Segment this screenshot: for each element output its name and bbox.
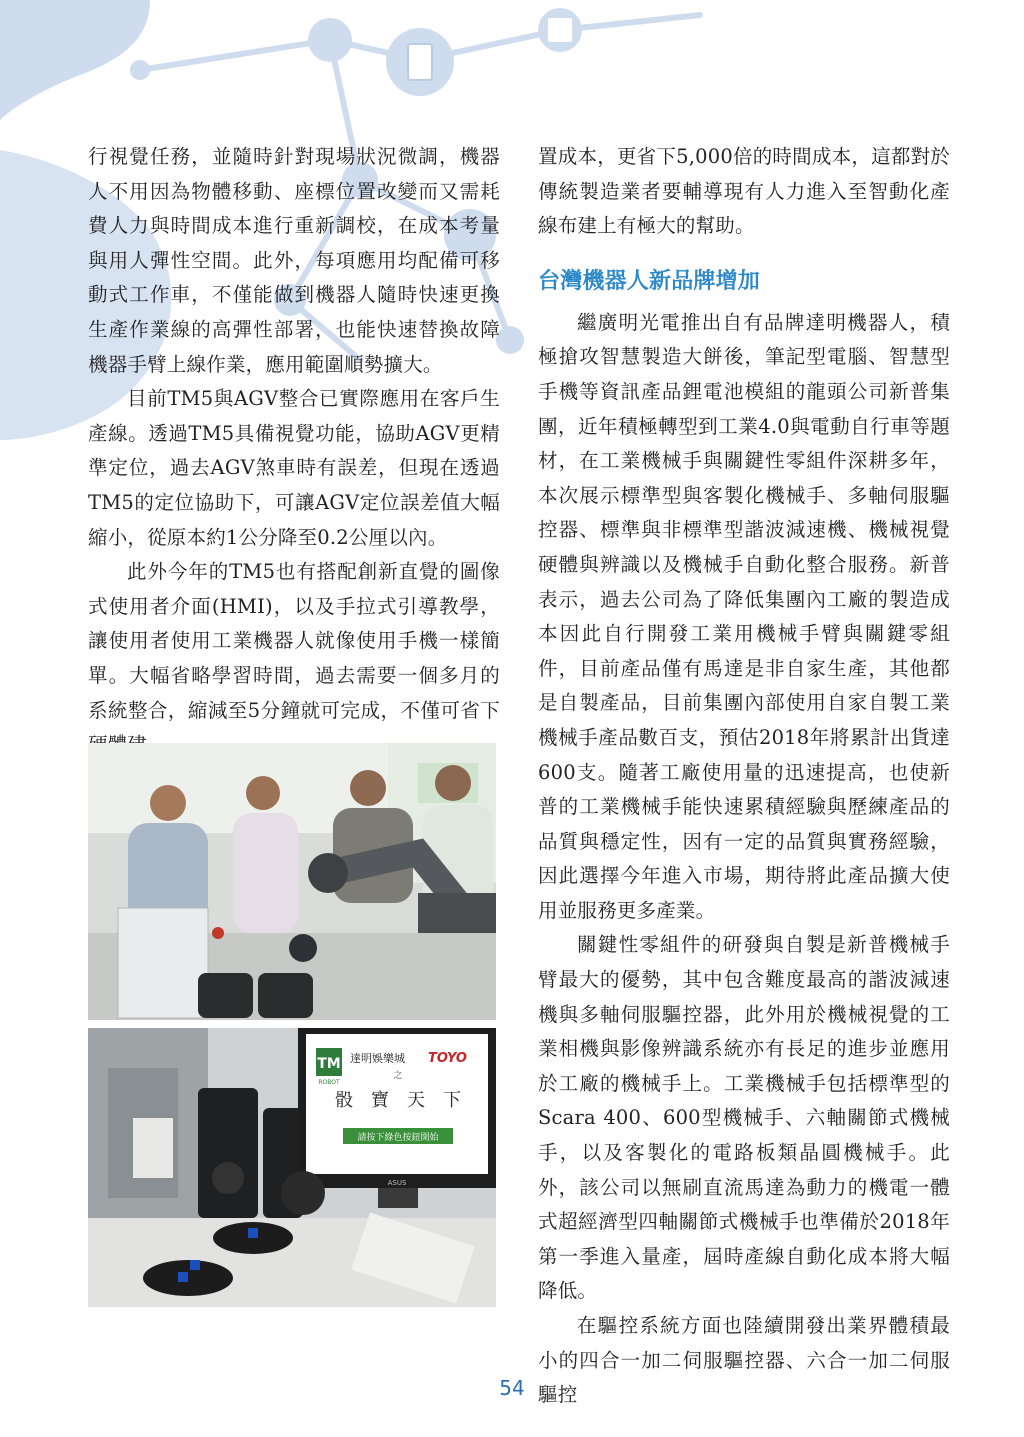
photo-dice-game-image bbox=[88, 1028, 496, 1307]
right-column bbox=[538, 140, 950, 1413]
screen-big-text: 骰 寶 天 下 bbox=[335, 1090, 461, 1111]
screen-zhi: 之 bbox=[393, 1071, 403, 1081]
photo-dice-game-demo bbox=[88, 1028, 496, 1307]
screen-brand-sub: ROBOT bbox=[318, 1079, 340, 1086]
photo-booth-visitors-image bbox=[88, 743, 496, 1020]
monitor-brand: ASUS bbox=[387, 1179, 407, 1187]
photo-booth-visitors bbox=[88, 743, 496, 1020]
left-paragraph-2: 目前TM5與AGV整合已實際應用在客戶生產線。透過TM5具備視覺功能，協助AGV更精準定位，過去AGV煞車時有誤差，但現在透過TM5的定位協助下，可讓AGV定位誤差值大幅縮小，從原本約1公分降至0.2公厘以內。 bbox=[88, 387, 500, 549]
left-column bbox=[88, 140, 500, 763]
right-paragraph-3: 在驅控系統方面也陸續開發出業界體積最小的四合一加二伺服驅控器、六合一加二伺服驅控 bbox=[538, 1314, 950, 1407]
screen-title-line: 達明娛樂城 bbox=[350, 1052, 405, 1065]
screen-button-text: 請按下綠色按鈕開始 bbox=[357, 1133, 439, 1143]
screen-toyo-logo: TOYO bbox=[428, 1051, 467, 1066]
left-paragraph-3: 此外今年的TM5也有搭配創新直覺的圖像式使用者介面(HMI)，以及手拉式引導教學，讓使用者使用工業機器人就像使用手機一樣簡單。大幅省略學習時間，過去需要一個多月的系統整合，縮減至5分鐘就可完成，不僅可省下 bbox=[88, 560, 500, 722]
right-intro-paragraph: 置成本，更省下5,000倍的時間成本，這都對於傳統製造業者要輔導現有人力進入至智動化產線布建上有極大的幫助。 bbox=[538, 145, 950, 238]
screen-brand: TM bbox=[317, 1056, 341, 1072]
left-paragraph-1: 行視覺任務，並隨時針對現場狀況微調，機器人不用因為物體移動、座標位置改變而又需耗費人力與時間成本進行重新調校，在成本考量與用人彈性空間。此外，每項應用均配備可移動式工作車，不僅能做到機器人隨時快速更換生產作業線的高彈性部署，也能快速替換故障機器手臂上線作業，應用範圍順勢擴大。 bbox=[88, 145, 500, 376]
section-heading: 台灣機器人新品牌增加 bbox=[538, 268, 761, 294]
right-paragraph-1: 繼廣明光電推出自有品牌達明機器人，積極搶攻智慧製造大餅後，筆記型電腦、智慧型手機等資訊產品鋰電池模組的龍頭公司新普集團，近年積極轉型到工業4.0與電動自行車等題材，在工業機械手與關鍵性零組件深耕多年，本次展示標準型與客製化機械手、多軸伺服驅控器、標準與非標準型諧波減速機、機械視覺硬體與辨識以及機械手自動化整合服務。新普表示，過去公司為了降低集團內工廠的製造成本因此自行開發工業用機械手臂與關鍵零組件，目前產品僅有馬達是非自家生產，其他都是自製產品，目前集團內部使用自家自製工業機械手產品數百支，預估2018年將累計出貨達600支。隨著工廠使用量的迅速提高，也使新普的工業機械手能快速累積經驗與歷練產品的品質與穩定性，因有一定的品質與實務經驗，因此選擇今年進入市場，期待將此產品擴大使用並服務更多產業。 bbox=[538, 310, 950, 922]
page-number: 54 bbox=[499, 1376, 525, 1400]
right-paragraph-2: 關鍵性零組件的研發與自製是新普機械手臂最大的優勢，其中包含難度最高的諧波減速機與多軸伺服驅控器，此外用於機械視覺的工業相機與影像辨識系統亦有長足的進步並應用於工廠的機械手上。工業機械手包括標準型的Scara 400、600型機械手、六軸關節式機械手，以及客製化的電路板類晶圓機械手。此外，該公司以無刷直流馬達為動力的機電一體式超經濟型四軸關節式機械手也準備於2018年第一季進入量產，屆時產線自動化成本將大幅降低。 bbox=[538, 933, 950, 1303]
